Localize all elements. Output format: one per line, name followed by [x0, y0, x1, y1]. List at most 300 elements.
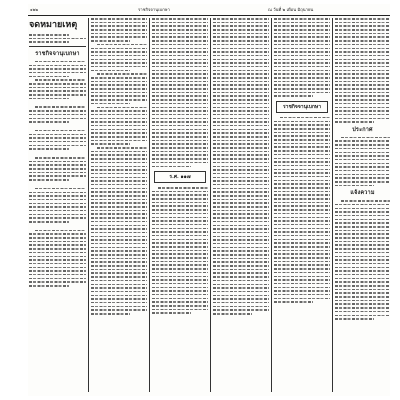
text-line [152, 228, 208, 230]
text-line [29, 281, 86, 283]
text-line [274, 191, 330, 193]
text-line [152, 261, 208, 263]
text-line [274, 158, 330, 160]
text-line [274, 180, 330, 182]
text-line [335, 237, 390, 239]
text-line [274, 135, 330, 137]
issue-date: ณ วันที่ ๒ เดือน มิถุนายน [268, 7, 314, 12]
text-line [152, 309, 208, 311]
text-line [335, 248, 390, 250]
text-line [335, 181, 390, 183]
text-line [274, 22, 330, 24]
text-line [91, 177, 147, 179]
text-line [29, 175, 86, 177]
text-line [91, 250, 147, 252]
text-line [213, 295, 269, 297]
text-line [91, 191, 147, 193]
text-line [335, 92, 390, 94]
text-line [335, 259, 390, 261]
text-line [152, 132, 208, 134]
text-line [91, 22, 147, 24]
text-line [91, 243, 147, 245]
text-line [91, 18, 147, 20]
text-line [29, 164, 86, 166]
text-line [152, 202, 208, 204]
text-line [335, 81, 390, 83]
text-line [213, 29, 269, 31]
text-line [213, 221, 269, 223]
text-line [91, 92, 147, 94]
text-line [152, 224, 208, 226]
text-line [335, 121, 374, 123]
text-line [35, 230, 86, 232]
text-line [274, 290, 330, 292]
text-line [152, 158, 208, 160]
text-line [91, 225, 147, 227]
text-line [335, 215, 390, 217]
column-4 [213, 18, 269, 392]
text-line [29, 172, 86, 174]
text-line [335, 274, 390, 276]
text-line [91, 99, 147, 101]
text-line [29, 110, 86, 112]
text-line [213, 254, 269, 256]
text-line [213, 121, 269, 123]
text-line [213, 129, 269, 131]
text-line [274, 51, 330, 53]
text-line [152, 125, 208, 127]
section-divider [29, 46, 86, 47]
publication-name: ราชกิจจานุเบกษา [138, 7, 170, 12]
text-line [280, 117, 330, 119]
text-line [213, 48, 269, 50]
text-line [91, 166, 147, 168]
text-line [152, 25, 208, 27]
text-line [152, 205, 208, 207]
text-line [91, 140, 147, 142]
text-line [91, 173, 147, 175]
text-line [335, 114, 390, 116]
text-line [91, 269, 147, 271]
text-line [213, 217, 269, 219]
text-line [213, 147, 269, 149]
text-line [152, 217, 208, 219]
text-line [213, 250, 269, 252]
text-line [335, 270, 390, 272]
text-line [91, 236, 147, 238]
text-line [335, 303, 390, 305]
text-line [335, 44, 390, 46]
text-line [29, 94, 86, 96]
text-line [91, 84, 147, 86]
text-line [152, 84, 208, 86]
text-line [213, 269, 269, 271]
text-line [29, 203, 86, 205]
text-line [152, 220, 208, 222]
text-line [274, 169, 330, 171]
text-line [335, 66, 390, 68]
text-line [91, 162, 147, 164]
text-line [274, 301, 313, 303]
text-line [335, 152, 390, 154]
text-line [29, 34, 69, 36]
text-line [152, 151, 208, 153]
text-line [152, 162, 208, 164]
text-line [274, 198, 330, 200]
text-line [213, 243, 269, 245]
text-line [91, 51, 147, 53]
text-line [91, 70, 130, 72]
text-line [335, 118, 390, 120]
text-line [29, 76, 69, 78]
text-line [274, 205, 330, 207]
text-line [274, 287, 330, 289]
text-line [274, 279, 330, 281]
text-line [91, 180, 147, 182]
text-line [91, 95, 147, 97]
column-rule [271, 18, 272, 392]
text-line [213, 287, 269, 289]
text-line [152, 88, 208, 90]
text-line [152, 121, 208, 123]
text-line [335, 36, 390, 38]
section-heading: ประกาศ [352, 126, 373, 133]
text-line [152, 298, 208, 300]
text-line [274, 18, 330, 20]
text-line [29, 248, 86, 250]
text-line [29, 65, 86, 67]
section-box-heading: ราชกิจจานุเบกษา [276, 101, 328, 113]
text-line [335, 163, 390, 165]
page-header [28, 4, 390, 16]
text-line [335, 256, 390, 258]
text-line [152, 92, 208, 94]
text-line [274, 209, 330, 211]
text-line [91, 272, 147, 274]
text-line [213, 291, 269, 293]
text-line [152, 287, 208, 289]
text-line [274, 44, 330, 46]
text-line [335, 300, 390, 302]
text-line [335, 315, 390, 317]
text-line [274, 242, 330, 244]
text-line [152, 95, 208, 97]
text-line [274, 294, 330, 296]
text-line [335, 307, 390, 309]
text-line [213, 114, 269, 116]
text-line [91, 114, 147, 116]
text-line [91, 261, 147, 263]
text-line [213, 55, 269, 57]
text-line [274, 202, 330, 204]
text-line [152, 191, 208, 193]
text-line [274, 213, 330, 215]
text-line [213, 95, 269, 97]
text-line [274, 268, 330, 270]
text-line [213, 206, 269, 208]
text-line [213, 232, 269, 234]
text-line [152, 48, 208, 50]
text-line [335, 88, 390, 90]
text-line [213, 59, 269, 61]
text-line [335, 48, 390, 50]
text-line [274, 66, 330, 68]
text-line [213, 280, 269, 282]
text-line [335, 296, 390, 298]
text-line [152, 66, 208, 68]
text-line [213, 210, 269, 212]
text-line [335, 148, 390, 150]
column-6 [335, 18, 390, 392]
text-line [213, 154, 269, 156]
text-line [213, 258, 269, 260]
text-line [274, 62, 330, 64]
text-line [91, 217, 147, 219]
text-line [335, 252, 390, 254]
text-line [29, 137, 86, 139]
text-line [152, 40, 208, 42]
text-line [97, 73, 147, 75]
text-line [152, 264, 208, 266]
text-line [274, 220, 330, 222]
text-line [335, 55, 390, 57]
column-rule [88, 18, 89, 392]
text-line [97, 44, 147, 46]
text-line [91, 62, 147, 64]
text-line [335, 278, 390, 280]
text-line [91, 232, 147, 234]
text-line [335, 40, 390, 42]
text-line [29, 285, 69, 287]
text-line [335, 230, 390, 232]
text-line [213, 73, 269, 75]
text-line [91, 77, 147, 79]
text-line [274, 55, 330, 57]
text-line [274, 36, 330, 38]
text-line [91, 154, 147, 156]
text-line [152, 283, 208, 285]
text-line [91, 125, 147, 127]
text-line [335, 174, 390, 176]
text-line [213, 92, 269, 94]
text-line [213, 99, 269, 101]
text-line [29, 263, 86, 265]
text-line [274, 132, 330, 134]
text-line [335, 292, 390, 294]
text-line [152, 253, 208, 255]
text-line [29, 278, 86, 280]
text-line [213, 166, 269, 168]
section-heading: แจ้งความ [350, 190, 375, 197]
text-line [152, 143, 208, 145]
text-line [213, 265, 269, 267]
text-line [29, 206, 86, 208]
text-line [29, 256, 86, 258]
text-line [335, 177, 390, 179]
text-line [152, 107, 208, 109]
text-line [274, 48, 330, 50]
text-line [152, 305, 208, 307]
text-line [274, 246, 330, 248]
text-line [29, 259, 86, 261]
text-line [29, 161, 86, 163]
text-line [213, 77, 269, 79]
text-line [335, 84, 390, 86]
text-line [213, 188, 269, 190]
text-line [152, 118, 208, 120]
text-line [274, 150, 330, 152]
text-line [91, 88, 147, 90]
text-line [35, 79, 86, 81]
text-line [274, 187, 330, 189]
text-line [213, 51, 269, 53]
text-line [213, 103, 269, 105]
text-line [152, 99, 208, 101]
text-line [158, 187, 208, 189]
text-line [213, 70, 269, 72]
text-line [91, 254, 147, 256]
text-line [152, 166, 191, 168]
text-line [91, 36, 147, 38]
text-line [152, 73, 208, 75]
text-line [152, 279, 208, 281]
text-line [213, 202, 269, 204]
text-line [213, 177, 269, 179]
text-line [29, 267, 86, 269]
column-rule [149, 18, 150, 392]
section-heading: ราชกิจจานุเบกษา [35, 50, 80, 57]
text-line [274, 124, 330, 126]
text-line [335, 285, 390, 287]
text-line [91, 295, 147, 297]
text-line [29, 233, 86, 235]
text-line [335, 29, 390, 31]
text-line [213, 225, 269, 227]
text-line [274, 257, 330, 259]
text-line [97, 107, 147, 109]
text-line [274, 253, 330, 255]
text-line [335, 103, 390, 105]
text-line [35, 157, 86, 159]
text-line [335, 140, 390, 142]
text-line [274, 33, 330, 35]
text-line [335, 166, 390, 168]
text-line [152, 18, 208, 20]
text-line [91, 129, 147, 131]
text-line [274, 139, 330, 141]
text-line [335, 62, 390, 64]
text-line [152, 29, 208, 31]
text-line [152, 114, 208, 116]
text-line [274, 217, 330, 219]
text-line [152, 33, 208, 35]
text-line [335, 185, 374, 187]
text-line [213, 228, 269, 230]
text-line [91, 309, 147, 311]
column-1 [29, 18, 86, 392]
text-line [91, 258, 147, 260]
text-line [274, 261, 330, 263]
text-line [29, 199, 86, 201]
text-line [213, 44, 269, 46]
text-line [213, 195, 269, 197]
text-line [29, 237, 86, 239]
text-line [91, 33, 147, 35]
text-line [335, 110, 390, 112]
text-line [335, 159, 390, 161]
text-line [91, 284, 147, 286]
text-line [29, 72, 86, 74]
text-line [152, 312, 191, 314]
text-line [152, 294, 208, 296]
text-line [91, 239, 147, 241]
text-line [29, 221, 69, 223]
text-line [213, 236, 269, 238]
text-line [213, 309, 269, 311]
text-line [35, 188, 86, 190]
text-line [335, 219, 390, 221]
text-line [29, 98, 69, 100]
text-line [152, 59, 208, 61]
text-line [29, 195, 86, 197]
text-line [213, 143, 269, 145]
text-line [335, 204, 390, 206]
text-line [152, 103, 208, 105]
text-line [274, 235, 330, 237]
text-line [29, 83, 86, 85]
text-line [91, 276, 147, 278]
text-line [91, 313, 130, 315]
text-line [213, 118, 269, 120]
text-line [335, 95, 390, 97]
text-line [152, 239, 208, 241]
text-line [152, 44, 208, 46]
text-line [91, 29, 147, 31]
text-line [213, 272, 269, 274]
text-line [335, 263, 390, 265]
text-line [274, 231, 330, 233]
text-line [152, 235, 208, 237]
text-line [29, 244, 86, 246]
text-line [35, 106, 86, 108]
text-line [91, 55, 147, 57]
text-line [91, 103, 130, 105]
text-line [213, 40, 269, 42]
text-line [91, 151, 147, 153]
text-line [29, 214, 86, 216]
text-line [91, 221, 147, 223]
text-line [91, 121, 147, 123]
text-line [274, 121, 330, 123]
text-line [335, 22, 390, 24]
text-line [29, 114, 86, 116]
text-line [335, 208, 390, 210]
text-line [213, 239, 269, 241]
text-line [335, 281, 390, 283]
text-line [213, 22, 269, 24]
text-line [274, 276, 330, 278]
text-line [29, 148, 69, 150]
text-line [213, 298, 269, 300]
text-line [335, 241, 390, 243]
text-line [213, 158, 269, 160]
text-line [152, 272, 208, 274]
column-5 [274, 18, 330, 392]
text-line [152, 250, 208, 252]
text-line [335, 33, 390, 35]
text-line [91, 158, 147, 160]
text-line [335, 144, 390, 146]
